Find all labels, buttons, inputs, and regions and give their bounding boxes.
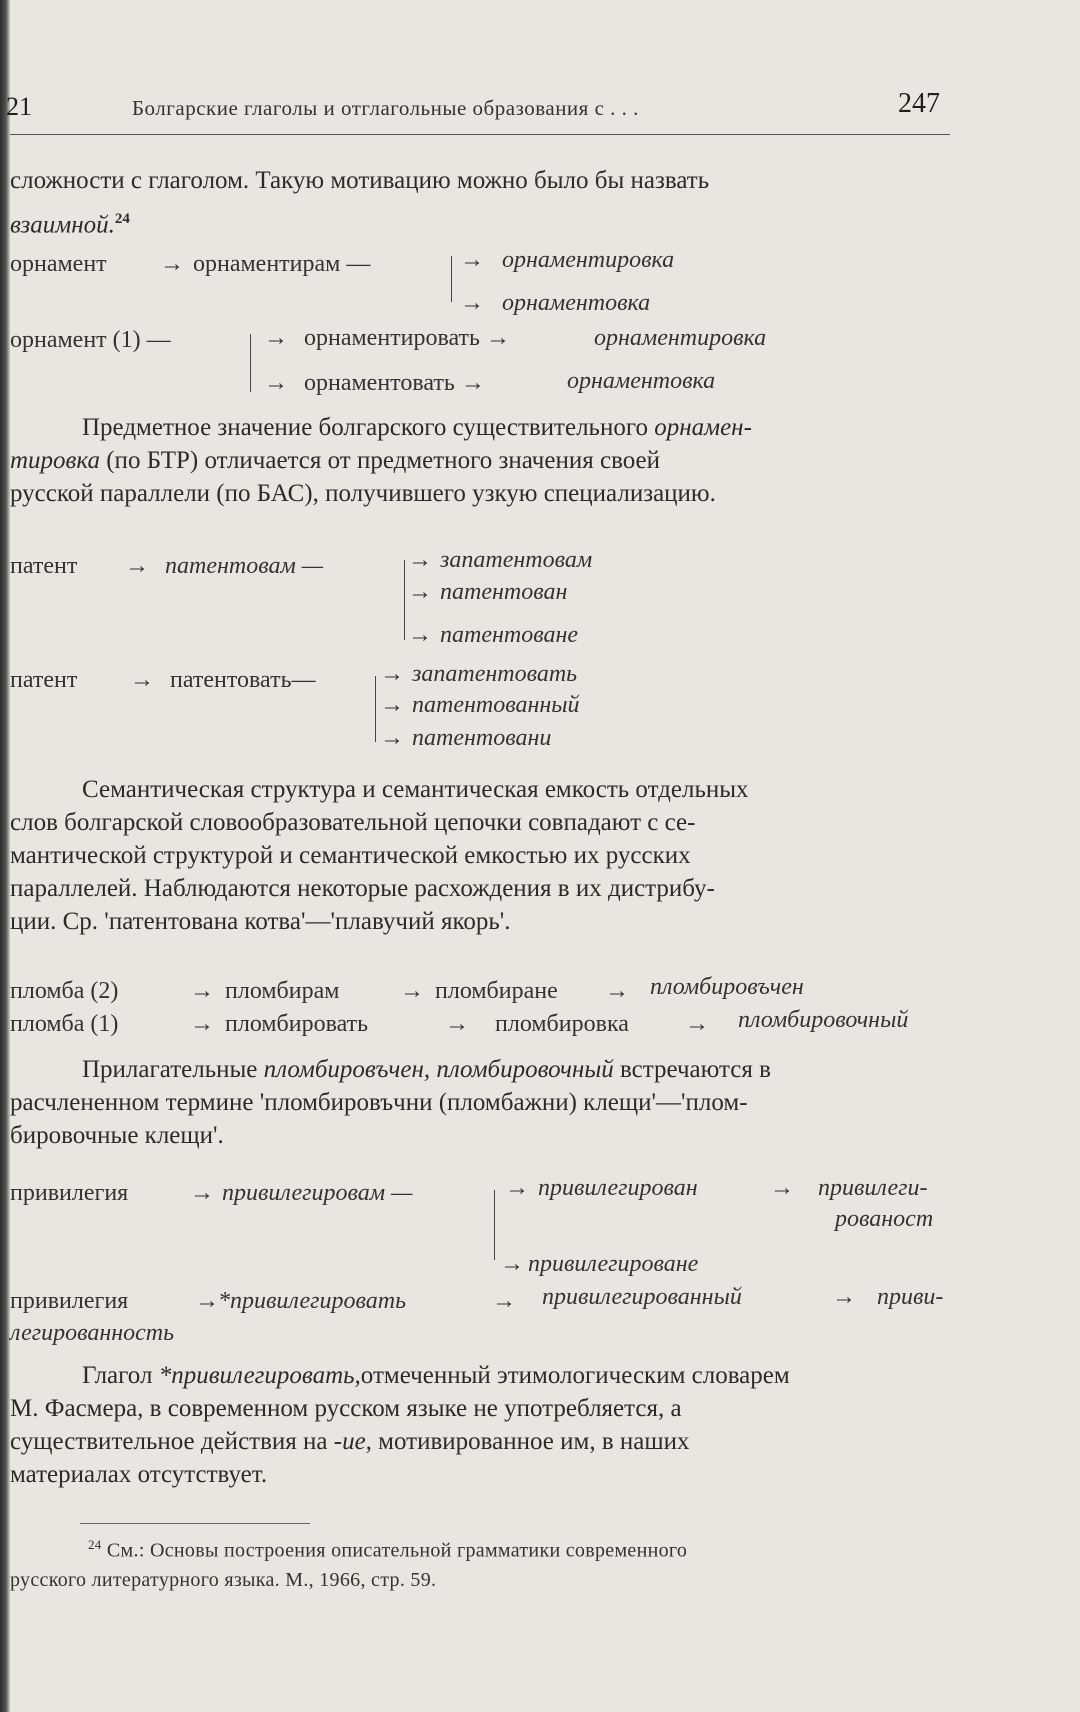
- paragraph-2-line: [10, 807, 952, 838]
- p4-text: Глагол: [82, 1362, 159, 1389]
- s4-bg-d2: привилегироване: [528, 1251, 699, 1277]
- page-number: 247: [898, 88, 940, 119]
- header-rule: [10, 134, 950, 135]
- p1-text: (по БТР) отличается от предметного значения своей: [99, 447, 660, 474]
- p3-text: встречаются в: [613, 1056, 771, 1083]
- s3-ru-root: пломба (1): [10, 1011, 119, 1037]
- p3-text: Прилагательные: [82, 1056, 264, 1083]
- p1-italic: тировка: [10, 447, 100, 474]
- p1-text: Предметное значение болгарского существительного: [82, 414, 655, 441]
- footnote-line: [10, 1530, 960, 1566]
- footnote: [10, 1530, 960, 1595]
- paragraph-3-line: [10, 1054, 952, 1085]
- s4-bg-root: привилегия: [10, 1180, 129, 1206]
- s1-arrow: →: [460, 290, 484, 316]
- paragraph-2-line: [10, 873, 952, 904]
- s2-bg-d3: патентоване: [440, 622, 579, 648]
- footnote-text: русского литературного языка. М., 1966, стр. 59.: [10, 1568, 437, 1591]
- s4-arrow: →: [832, 1284, 856, 1310]
- s1-bg-verb: орнаментирам —: [193, 251, 371, 277]
- s1-ru-root: орнамент (1) —: [10, 327, 171, 353]
- p2-text: ции. Ср. 'патентована котва'—'плавучий якорь'.: [10, 908, 511, 935]
- s3-arrow: →: [190, 1011, 214, 1037]
- p3-italic: пломбировъчен, пломбировочный: [263, 1056, 614, 1083]
- s3-arrow: →: [445, 1011, 469, 1037]
- s2-bg-d2: патентован: [440, 579, 568, 605]
- s4-bracket: [494, 1190, 495, 1260]
- p4-italic: -ие,: [333, 1428, 372, 1455]
- s1-arrow: →: [160, 251, 184, 277]
- p2-text: слов болгарской словообразовательной цепочки совпадают с се-: [10, 809, 696, 836]
- paragraph-4-line: [10, 1360, 952, 1391]
- p2-text: мантической структурой и семантической емкостью их русских: [10, 842, 691, 869]
- s2-arrow: →: [408, 622, 432, 648]
- s2-ru-d1: запатентовать: [412, 661, 578, 687]
- s3-bg-noun: пломбиране: [435, 978, 558, 1004]
- s1-ru-verb2: орнаментовать →: [304, 370, 485, 396]
- s4-ru-noun-b: легированность: [10, 1320, 175, 1346]
- s2-arrow: →: [408, 579, 432, 605]
- s3-arrow: →: [190, 978, 214, 1004]
- intro-line: [10, 165, 952, 196]
- paragraph-2-line: [10, 774, 952, 805]
- paragraph-1-line: [10, 478, 952, 509]
- s4-arrow: →: [190, 1180, 214, 1206]
- p2-text: Семантическая структура и семантическая емкость отдельных: [82, 776, 749, 803]
- s4-ru-adj: привилегированный: [542, 1284, 742, 1310]
- p4-text: отмеченный этимологическим словарем: [360, 1362, 790, 1389]
- p3-text: бировочные клещи'.: [10, 1122, 224, 1149]
- s2-arrow: →: [380, 692, 404, 718]
- s4-arrow: →: [770, 1175, 794, 1201]
- s1-bg-noun2: орнаментовка: [502, 290, 651, 316]
- paragraph-4-line: [10, 1393, 952, 1424]
- s4-bg-d1-b: привилеги-: [818, 1175, 928, 1201]
- footnote-number: 24: [88, 1537, 102, 1552]
- header-left-number: 21: [6, 92, 32, 121]
- s3-ru-noun: пломбировка: [495, 1011, 629, 1037]
- p4-italic: *привилегировать,: [158, 1362, 361, 1389]
- s1-ru-noun2: орнаментовка: [567, 368, 716, 394]
- s3-arrow: →: [605, 978, 629, 1004]
- s4-ru-root: привилегия: [10, 1288, 129, 1314]
- s2-bracket-ru: [375, 676, 376, 742]
- p4-text: материалах отсутствует.: [10, 1461, 268, 1488]
- s4-bg-d1-c: рованост: [835, 1206, 934, 1232]
- footnote-line: [10, 1566, 960, 1595]
- paragraph-1-line: [10, 412, 952, 443]
- s1-arrow: →: [460, 247, 484, 273]
- s4-bg-d1: привилегирован: [538, 1175, 698, 1201]
- s1-bracket: [451, 256, 452, 302]
- s2-arrow: →: [130, 667, 154, 693]
- s2-bracket: [404, 560, 405, 640]
- paragraph-2-line: [10, 906, 952, 937]
- intro-term-italic: взаимной.: [10, 211, 115, 239]
- s4-ru-noun-a: приви-: [877, 1284, 944, 1310]
- paragraph-3-line: [10, 1087, 952, 1118]
- s3-arrow: →: [685, 1011, 709, 1037]
- paragraph-4-line: [10, 1426, 952, 1457]
- page-binding-edge: [0, 0, 10, 1712]
- s2-arrow: →: [380, 661, 404, 687]
- footnote-text: См.: Основы построения описательной грамматики современного: [106, 1539, 688, 1562]
- footnote-ref: 24: [114, 211, 130, 227]
- s1-arrow: →: [264, 325, 288, 351]
- s3-bg-root: пломба (2): [10, 978, 119, 1004]
- s1-bg-root: орнамент: [10, 251, 107, 277]
- paragraph-3-line: [10, 1120, 952, 1151]
- s2-ru-verb: патентовать—: [170, 667, 316, 693]
- intro-term: [10, 204, 952, 240]
- s4-arrow: →: [195, 1288, 219, 1314]
- p4-text: мотивированное им, в наших: [371, 1428, 690, 1455]
- p1-italic: орнамен-: [654, 414, 752, 441]
- s2-ru-root: патент: [10, 667, 78, 693]
- s4-ru-verb: *привилегировать: [218, 1288, 407, 1314]
- s4-arrow: →: [505, 1175, 529, 1201]
- s3-ru-adj: пломбировочный: [738, 1007, 909, 1033]
- p4-text: существительное действия на: [10, 1428, 334, 1455]
- paragraph-4-line: [10, 1459, 952, 1490]
- p1-text: русской параллели (по БАС), получившего узкую специализацию.: [10, 480, 716, 507]
- s3-ru-verb: пломбировать: [225, 1011, 369, 1037]
- s1-bg-noun1: орнаментировка: [502, 247, 675, 273]
- s2-bg-root: патент: [10, 553, 78, 579]
- running-title: Болгарские глаголы и отглагольные образования с . . .: [132, 96, 639, 120]
- p4-text: М. Фасмера, в современном русском языке не употребляется, а: [10, 1395, 682, 1422]
- s2-ru-d2: патентованный: [412, 692, 580, 718]
- s3-bg-verb: пломбирам: [225, 978, 340, 1004]
- s1-arrow: →: [264, 370, 288, 396]
- s3-bg-adj: пломбировъчен: [650, 974, 804, 1000]
- s2-arrow: →: [408, 547, 432, 573]
- paragraph-2-line: [10, 840, 952, 871]
- s4-bg-verb: привилегировам —: [222, 1180, 413, 1206]
- p2-text: параллелей. Наблюдаются некоторые расхождения в их дистрибу-: [10, 875, 715, 902]
- s4-arrow: →: [492, 1288, 516, 1314]
- running-header: [0, 88, 1080, 128]
- s1-ru-noun1: орнаментировка: [594, 325, 767, 351]
- s4-arrow: →: [500, 1251, 524, 1277]
- intro-text: сложности с глаголом. Такую мотивацию можно было бы назвать: [10, 167, 710, 194]
- paragraph-1-line: [10, 445, 952, 476]
- s2-ru-d3: патентовани: [412, 725, 552, 751]
- p3-text: расчлененном термине 'пломбировъчни (пломбажни) клещи'—'плом-: [10, 1089, 748, 1116]
- s1-ru-verb1: орнаментировать →: [304, 325, 510, 351]
- s2-arrow: →: [380, 725, 404, 751]
- s2-bg-verb: патентовам —: [165, 553, 324, 579]
- footnote-rule: [80, 1523, 310, 1524]
- s1-bracket-ru: [250, 334, 251, 392]
- s3-arrow: →: [400, 978, 424, 1004]
- s2-bg-d1: запатентовам: [440, 547, 593, 573]
- s2-arrow: →: [125, 553, 149, 579]
